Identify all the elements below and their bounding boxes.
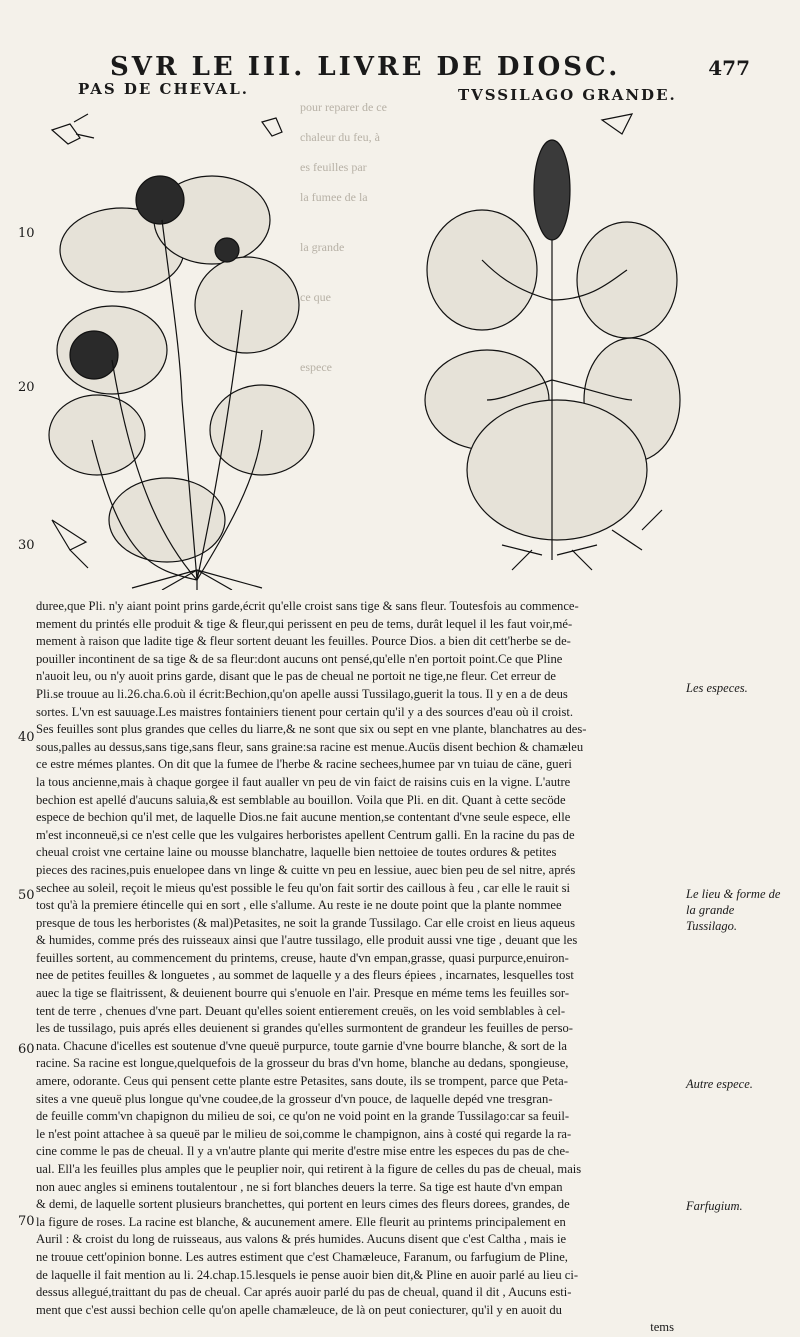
margin-note-autre-espece: Autre espece. (686, 1077, 753, 1091)
text-line: auec la tige se flaitrissent, & deuienent bourre qui s'enuole en l'air. Presque en méme tems les feuilles sor- (36, 986, 570, 1001)
text-line: la figure de roses. La racine est blanche, & aucunement amere. Elle fleurit au printems principalement en (36, 1214, 566, 1229)
text-line: de feuille comm'vn chapignon du milieu de soi, ce qu'on ne void point en la grande Tussilago:car sa feuil- (36, 1109, 570, 1124)
text-line: de laquelle il fait mention au li. 24.chap.15.lesquels ie pense auoir bien dit,& Pline en auoir parlé au lieu ci- (36, 1267, 579, 1282)
margin-note-farfugium: Farfugium. (686, 1199, 743, 1213)
text-line: dessus allegué,traittant du pas de cheual. Car aprés auoir parlé du pas de cheual, quand il dit , Aucuns esti- (36, 1285, 572, 1300)
text-line: sites a vne queuë plus longue qu'vne coudee,de la grosseur d'vn pouce, de laquelle depéd vne tresgran- (36, 1091, 553, 1106)
text-line: non auec angles si eminens toutalentour , ne si fort blanches deuers la terre. Sa tige est haute d'vn empan (36, 1179, 563, 1194)
text-line: ne trouue cett'opinion bonne. Les autres estiment que c'est Chamæleuce, Faranum, ou farfugium de Pline, (36, 1249, 568, 1264)
text-line: le n'est point attachee à sa queuë par le milieu de soi,comme le champignon, ains à costé qui regarde la ra- (36, 1126, 572, 1141)
margin-note-especes: Les especes. (686, 681, 748, 695)
text-line: duree,que Pli. n'y aiant point prins garde,écrit qu'elle croist sans tige & sans fleur. Toutesfois au commence- (36, 599, 579, 613)
line-number-30: 30 (18, 538, 35, 553)
margin-note-lieu-forme: Le lieu & forme de la grande Tussilago. (686, 887, 781, 933)
text-line: sous,palles au dessus,sans tige,sans fleur, sans graine:sa racine est menue.Aucüs disent bechion & chamæleu (36, 739, 584, 754)
text-line: sechee au soleil, reçoit le mieus qu'est possible le feu qu'on fait sortir des caillous à feu , car elle le rauit si (36, 880, 570, 895)
text-line: les de tussilago, puis aprés elles deuienent si grandes qu'elles surmontent de grandeur les feuilles de perso- (36, 1021, 574, 1036)
text-line: mement du printés elle produit & tige & fleur,qui perissent en peu de tems, durât lequel il les faut voir,mé- (36, 616, 573, 631)
line-number-60: 60 (18, 1042, 35, 1057)
woodcut-illustrations (12, 100, 688, 590)
text-line: pouiller incontinent de sa tige & de sa fleur:dont aucuns ont pensé,qu'elle n'en portoit point.Ce que Pline (36, 651, 563, 666)
text-line: amere, odorante. Ceus qui pensent cette plante estre Petasites, sans doute, ils se trompent, parce que Peta- (36, 1074, 568, 1089)
text-line: racine. Sa racine est longue,quelquefois de la grosseur du bras d'vn home, blanche au dedans, spongieuse, (36, 1056, 569, 1071)
text-line: Ses feuilles sont plus grandes que celles du liarre,& ne sont que six ou sept en vne plante, blanchatres au des- (36, 722, 587, 737)
line-number-20: 20 (18, 380, 35, 395)
tussilago-grande-illustration (425, 114, 680, 570)
text-line: pieces des racines,puis enuelopee dans vn linge & cuitte vn peu en lessiue, auec bien peu de sel nitre, aprés (36, 862, 576, 877)
text-line: la tous ancienne,mais à chaque gorgee il faut aualler vn peu de vin faict de raisins cuis en la vigne. L'autre (36, 774, 571, 789)
text-line: ment que c'est aussi bechion celle qu'on apelle chamæleuce, de là on peut coniecturer, qu'il y en auoit du (36, 1302, 562, 1317)
text-line: presque de tous les herboristes (& mal)Petasites, ne soit la grande Tussilago. Car elle croist en lieus aqueus (36, 915, 575, 930)
text-line: ual. Ell'a les feuilles plus amples que le peuplier noir, qui retirent à la figure de celles du pas de cheual, mais (36, 1162, 582, 1176)
text-line: espece de bechion qu'il met, de laquelle Dios.ne fait aucune mention,se contentant d'vne seule espece, elle (36, 810, 571, 825)
line-number-70: 70 (18, 1214, 35, 1229)
text-line: ce estre mémes plantes. On dit que la fumee de l'herbe & racine sechees,humee par vn tuiau de cäne, gueri (36, 757, 572, 772)
line-number-50: 50 (18, 888, 35, 903)
body-text (36, 598, 674, 1337)
text-line: Pli.se trouue au li.26.cha.6.où il écrit:Bechion,qu'on apelle aussi Tussilago,guerit la tous. Il y en a de deus (36, 686, 568, 701)
text-line: m'est inconneuë,si ce n'est celle que les vulgaires herboristes apellent Centrum galli. En la racine du pas de (36, 827, 575, 842)
caption-tussilago-grande: TVSSILAGO GRANDE. (458, 86, 677, 104)
text-line: nee de petites feuilles & longuetes , au sommet de laquelle y a des fleurs épiees , incarnates, lesquelles tost (36, 968, 574, 983)
running-title: SVR LE III. LIVRE DE DIOSC. (110, 52, 621, 82)
text-line: cheual croist vne certaine laine ou mousse blanchatre, laquelle bien nettoiee de toutes ordures & petites (36, 845, 557, 860)
page-number: 477 (708, 56, 750, 80)
text-line: bechion est apellé d'aucuns saluia,& est semblable au bouillon. Voila que Pli. en dit. Quant à cette secöde (36, 792, 566, 807)
text-line: sortes. L'vn est sauuage.Les maistres fontainiers tienent pour certain qu'il y a des sources d'eau où il croist. (36, 704, 573, 719)
text-line: tost qu'à la premiere étincelle qui en sort , elle s'allume. Au reste ie ne doute point que la plante nommee (36, 898, 562, 913)
text-line: nata. Chacune d'icelles est soutenue d'vne queuë purpurce, toute garnie d'vne bourre blanche, & sort de la (36, 1038, 568, 1053)
text-line: & demi, de laquelle sortent plusieurs branchettes, qui portent en leurs cimes des fleurs dorees, grandes, de (36, 1197, 570, 1212)
pas-de-cheval-illustration (49, 114, 314, 590)
text-line: feuilles sortent, au commencement du printems, creuse, haute d'vn empan,grasse, quasi purpurce,enuiron- (36, 950, 569, 965)
book-page: SVR LE III. LIVRE DE DIOSC. 477 PAS DE CHEVAL. TVSSILAGO GRANDE. pour reparer de ce chaleur du feu, à es feuilles par la fumee de la la grande ce que espece 10 20 30 40 50 60 70 duree,que Pli. n'y aiant point prins garde,écrit qu'elle croist sans tige & sans fleur. Toutesfois au commence- mement du printés elle produit & tige & fleur,qui perissent en peu de tems, durât lequel il les faut voir,mé- mement à raison que ladite tige & fleur sortent deuant les feuilles. Pource Dios. a bien dit cett'herbe se de- pouiller incontinent de sa tige & de sa fleur:dont aucuns ont pensé,qu'elle n'en portoit point.Ce que Pline n'auoit leu, ou n'y auoit prins garde, disant que le pas de cheual ne portoit ne tige,ne fleur. Cet erreur de Pli.se trouue au li.26.cha.6.où il écrit:Bechion,qu'on apelle aussi Tussilago,guerit la tous. Il y en a de deus sortes. L'vn est sauuage.Les maistres fontainiers tienent pour certain qu'il y a des sources d'eau où il croist. Ses feuilles sont plus grandes que celles du liarre,& ne sont que six ou sept en vne plante, blanchatres au des- sous,palles au dessus,sans tige,sans fleur, sans graine:sa racine est menue.Aucüs disent bechion & chamæleu ce estre mémes plantes. On dit que la fumee de l'herbe & racine sechees,humee par vn tuiau de cäne, gueri la tous ancienne,mais à chaque gorgee il faut aualler vn peu de vin faict de raisins cuis en la vigne. L'autre bechion est apellé d'aucuns saluia,& est semblable au bouillon. Voila que Pli. en dit. Quant à cette secöde espece de bechion qu'il met, de laquelle Dios.ne fait aucune mention,se contentant d'vne seule espece, elle m'est inconneuë,si ce n'est celle que les vulgaires herboristes apellent Centrum galli. En la racine du pas de cheual croist vne certaine laine ou mousse blanchatre, laquelle bien nettoiee de toutes ordures & petites pieces des racines,puis enuelopee dans vn linge & cuitte vn peu en lessiue, auec bien peu de sel nitre, aprés sechee au soleil, reçoit le mieus qu'est possible le feu qu'on fait sortir des caillous à feu , car elle le rauit si tost qu'à la premiere étincelle qui en sort , elle s'allume. Au reste ie ne doute point que la plante nommee presque de tous les herboristes (& mal)Petasites, ne soit la grande Tussilago. Car elle croist en lieus aqueus & humides, comme prés des ruisseaux ainsi que l'autre tussilago, elle produit aussi vne tige , deuant que les feuilles sortent, au commencement du printems, creuse, haute d'vn empan,grasse, quasi purpurce,enuiron- nee de petites feuilles & longuetes , au sommet de laquelle y a des fleurs épiees , incarnates, lesquelles tost auec la tige se flaitrissent, & deuienent bourre qui s'enuole en l'air. Presque en méme tems les feuilles sor- tent de terre , chenues d'vne part. Deuant qu'elles soient entierement creuës, on les void semblables à cel- les de tussilago, puis aprés elles deuienent si grandes qu'elles surmontent de grandeur les feuilles de perso- nata. Chacune d'icelles est soutenue d'vne queuë purpurce, toute garnie d'vne bourre blanche, & sort de la racine. Sa racine est longue,quelquefois de la grosseur du bras d'vn home, blanche au dedans, spongieuse, amere, odorante. Ceus qui pensent cette plante estre Petasites, sans doute, ils se trompent, parce que Peta- sites a vne queuë plus longue qu'vne coudee,de la grosseur d'vn pouce, de laquelle depéd vne tresgran- de feuille comm'vn chapignon du milieu de soi, ce qu'on ne void point en la grande Tussilago:car sa feuil- le n'est point attachee à sa queuë par le milieu de soi,comme le champignon, ains à costé qui regarde la ra- cine comme le pas de cheual. Il y a vn'autre plante qui merite d'estre mise entre les especes du pas de che- ual. Ell'a les feuilles plus amples que le peuplier noir, qui retirent à la figure de celles du pas de cheual, mais non auec angles si eminens toutalentour , ne si fort blanches deuers la terre. Sa tige est haute d'vn empan & demi, de laquelle sortent plusieurs branchettes, qui portent en leurs cimes des fleurs dorees, grandes, de la figure de roses. La racine est blanche, & aucunement amere. Elle fleurit au printems principalement en Auril : & croist du long de ruisseaus, aus valons & prés humides. Aucuns disent que c'est Caltha , mais ie ne trouue cett'opinion bonne. Les autres estiment que c'est Chamæleuce, Faranum, ou farfugium de Pline, de laquelle il fait mention au li. 24.chap.15.lesquels ie pense auoir bien dit,& Pline en auoir parlé au lieu ci- dessus allegué,traittant du pas de cheual. Car aprés auoir parlé du pas de cheual, quand il dit , Aucuns esti- ment que c'est aussi bechion celle qu'on apelle chamæleuce, de là on peut coniecturer, qu'il y en auoit du tems Les especes. Le lieu & forme de la grande Tussilago. Autre espece. Farfugium. (0, 0, 800, 1316)
text-line: n'auoit leu, ou n'y auoit prins garde, disant que le pas de cheual ne portoit ne tige,ne fleur. Cet erreur de (36, 669, 557, 684)
text-line: & humides, comme prés des ruisseaux ainsi que l'autre tussilago, elle produit aussi vne tige , deuant que les (36, 933, 578, 948)
caption-pas-de-cheval: PAS DE CHEVAL. (78, 80, 249, 98)
line-number-40: 40 (18, 730, 35, 745)
text-line: cine comme le pas de cheual. Il y a vn'autre plante qui merite d'estre mise entre les especes du pas de che- (36, 1144, 570, 1159)
text-line: tent de terre , chenues d'vne part. Deuant qu'elles soient entierement creuës, on les void semblables à cel- (36, 1003, 566, 1018)
text-line: mement à raison que ladite tige & fleur sortent deuant les feuilles. Pource Dios. a bien dit cett'herbe se de- (36, 634, 571, 649)
line-number-10: 10 (18, 226, 35, 241)
text-line: Auril : & croist du long de ruisseaus, aus valons & prés humides. Aucuns disent que c'est Caltha , mais ie (36, 1232, 567, 1247)
text-line: tems (650, 1320, 674, 1335)
